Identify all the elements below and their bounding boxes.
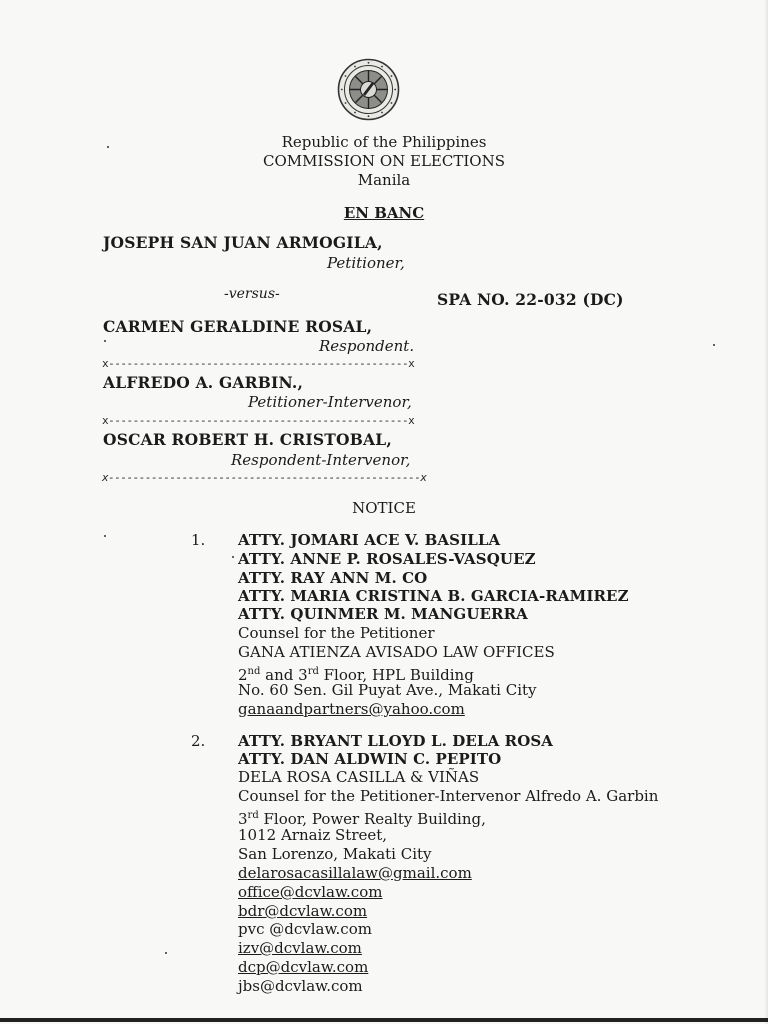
page-edge-shadow [764, 0, 768, 1024]
petitioner-name: JOSEPH SAN JUAN ARMOGILA, [103, 233, 383, 252]
scan-speck [107, 146, 109, 148]
floor-number: 3 [238, 810, 248, 828]
caption-separator: x---------------------------------------------------x [102, 471, 427, 484]
email-address: jbs@dcvlaw.com [238, 977, 363, 995]
caption-separator: x-------------------------------------------------x [102, 414, 415, 427]
petitioner-role: Petitioner, [327, 254, 405, 272]
floor-ordinal: nd [247, 666, 261, 677]
respondent-role: Respondent. [319, 337, 415, 355]
petitioner-intervenor-name: ALFREDO A. GARBIN., [103, 373, 304, 392]
attorney-name: ATTY. DAN ALDWIN C. PEPITO [238, 750, 502, 768]
scan-speck [104, 340, 106, 342]
floor-joiner: and 3 [260, 666, 308, 684]
header-city: Manila [357, 171, 411, 189]
attorney-name: ATTY. RAY ANN M. CO [238, 569, 428, 587]
respondent-intervenor-name: OSCAR ROBERT H. CRISTOBAL, [103, 430, 392, 449]
email-address: izv@dcvlaw.com [238, 939, 362, 957]
floor-number: 2 [238, 666, 248, 684]
counsel-for: Counsel for the Petitioner [238, 624, 435, 642]
header-commission: COMMISSION ON ELECTIONS [263, 152, 505, 170]
respondent-name: CARMEN GERALDINE ROSAL, [103, 317, 373, 336]
floor-ordinal: rd [247, 810, 259, 821]
caption-separator: x-------------------------------------------------x [102, 357, 415, 370]
case-number: SPA NO. 22-032 (DC) [437, 290, 624, 309]
attorney-name: ATTY. ANNE P. ROSALES-VASQUEZ [238, 550, 536, 568]
petitioner-intervenor-role: Petitioner-Intervenor, [248, 393, 412, 411]
email-address: ganaandpartners@yahoo.com [238, 700, 465, 718]
attorney-name: ATTY. BRYANT LLOYD L. DELA ROSA [238, 732, 554, 750]
counsel-for: Counsel for the Petitioner-Intervenor Alfredo A. Garbin [238, 787, 659, 805]
law-firm-name: DELA ROSA CASILLA & VIÑAS [238, 768, 480, 786]
scan-speck [232, 556, 234, 558]
floor-ordinal: rd [307, 666, 319, 677]
firm-street-address: No. 60 Sen. Gil Puyat Ave., Makati City [238, 681, 537, 699]
page-bottom-border [0, 1018, 768, 1022]
floor-building: Floor, HPL Building [318, 666, 474, 684]
versus-label: -versus- [224, 286, 280, 302]
attorney-name: ATTY. MARIA CRISTINA B. GARCIA-RAMIREZ [238, 587, 629, 605]
attorney-name: ATTY. JOMARI ACE V. BASILLA [238, 531, 501, 549]
scan-speck [165, 952, 167, 954]
attorney-name: ATTY. QUINMER M. MANGUERRA [238, 605, 528, 623]
firm-street-address: 1012 Arnaiz Street, [238, 826, 388, 844]
header-republic: Republic of the Philippines [281, 133, 487, 151]
email-address: bdr@dcvlaw.com [238, 902, 368, 920]
notice-number: 2. [191, 732, 206, 750]
division-title: EN BANC [343, 204, 425, 222]
floor-building: Floor, Power Realty Building, [258, 810, 486, 828]
notice-number: 1. [191, 531, 206, 549]
law-firm-name: GANA ATIENZA AVISADO LAW OFFICES [238, 643, 555, 661]
email-address: dcp@dcvlaw.com [238, 958, 369, 976]
email-address: pvc @dcvlaw.com [238, 920, 372, 938]
comelec-seal-icon [337, 58, 400, 121]
scan-speck [713, 344, 715, 346]
email-address: office@dcvlaw.com [238, 883, 383, 901]
firm-city: San Lorenzo, Makati City [238, 845, 432, 863]
notice-title: NOTICE [352, 499, 416, 517]
scan-speck [104, 535, 106, 537]
respondent-intervenor-role: Respondent-Intervenor, [231, 451, 411, 469]
email-address: delarosacasillalaw@gmail.com [238, 864, 472, 882]
